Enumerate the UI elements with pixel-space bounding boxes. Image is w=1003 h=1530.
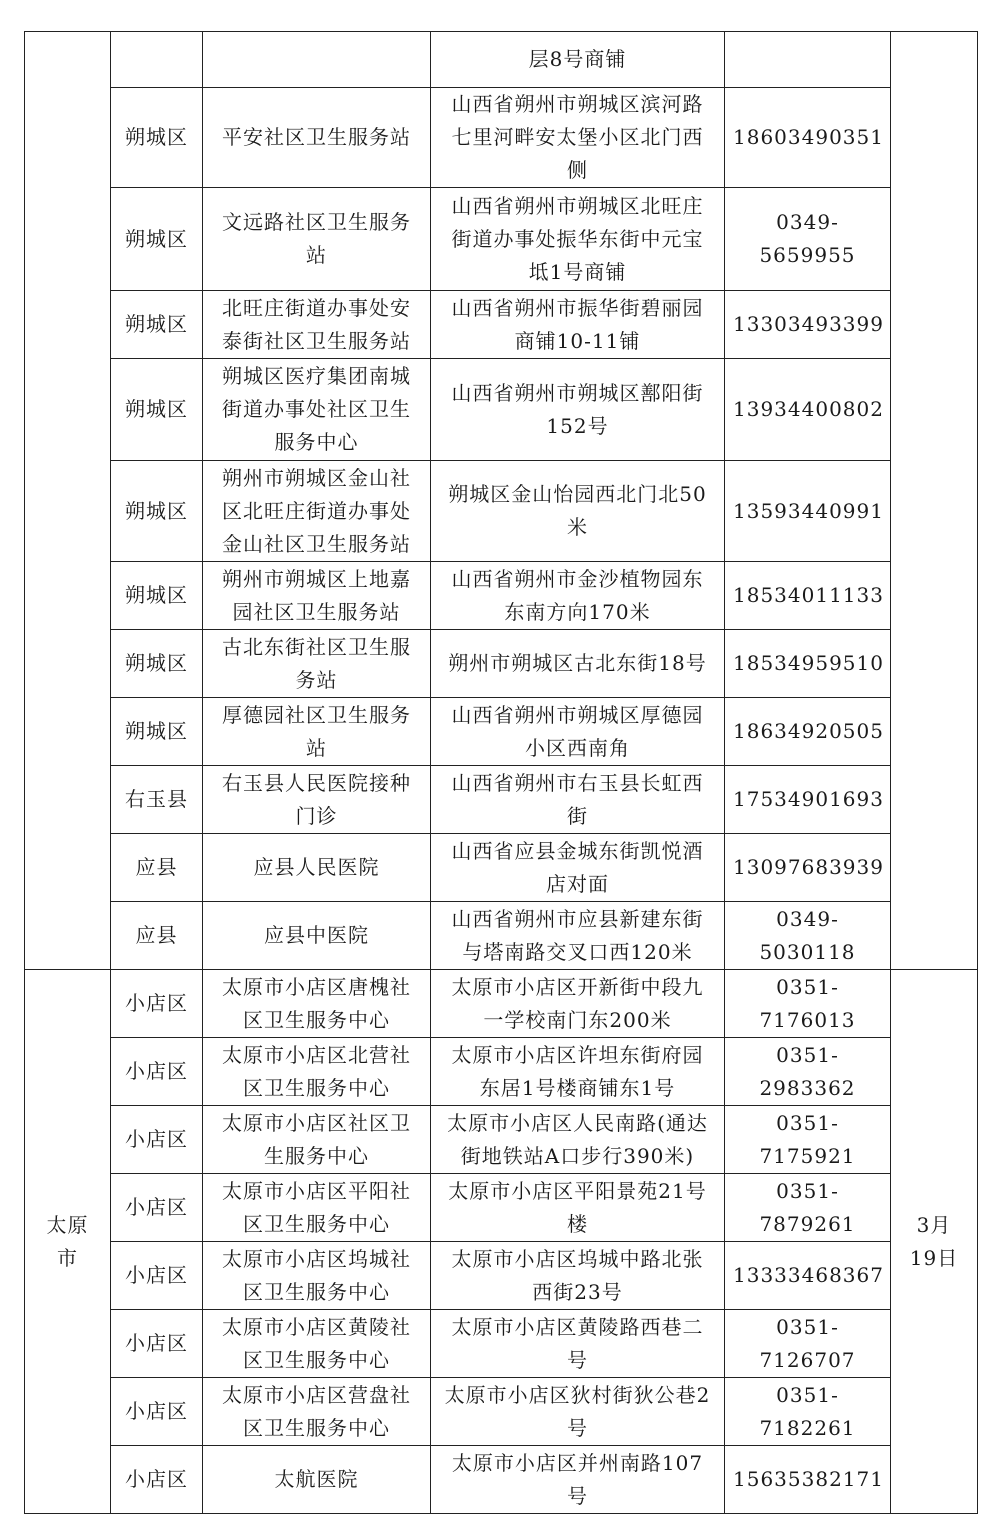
date-cell-taiyuan <box>891 970 978 1514</box>
address-cell <box>431 1106 725 1174</box>
table-row <box>25 1242 978 1310</box>
text-line: 东居1号楼商铺东1号 <box>479 1075 676 1100</box>
text-line: 山西省朔州市应县新建东街 <box>451 906 704 931</box>
text-line: 太原市小店区人民南路(通达 <box>447 1110 708 1135</box>
table-row <box>25 461 978 562</box>
address-cell <box>431 1038 725 1106</box>
text-line: 小区西南角 <box>525 735 630 760</box>
text-line: 园社区卫生服务站 <box>232 599 401 624</box>
table-row <box>25 1310 978 1378</box>
text-line: 太原市小店区许坦东街府园 <box>451 1042 704 1067</box>
phone-cell: 0351-7175921 <box>725 1106 891 1174</box>
text-line: 区卫生服务中心 <box>243 1007 390 1032</box>
site-name-cell <box>203 1378 431 1446</box>
address-cell <box>431 766 725 834</box>
district-cell: 朔城区 <box>111 461 203 562</box>
text-line: 街地铁站A口步行390米) <box>460 1143 695 1168</box>
phone-cell <box>725 32 891 88</box>
phone-cell: 13333468367 <box>725 1242 891 1310</box>
text-line: 商铺10-11铺 <box>514 328 641 353</box>
text-line: 七里河畔安太堡小区北门西 <box>451 125 704 149</box>
address-cell <box>431 1446 725 1514</box>
text-line: 与塔南路交叉口西120米 <box>462 939 693 964</box>
phone-cell: 15635382171 <box>725 1446 891 1514</box>
text-line: 古北东街社区卫生服 <box>222 634 411 659</box>
site-name-cell <box>203 902 431 970</box>
text-line: 区北旺庄街道办事处 <box>222 498 411 523</box>
text-line: 一学校南门东200米 <box>483 1007 672 1032</box>
table-row <box>25 1174 978 1242</box>
text-line: 米 <box>567 515 588 539</box>
district-cell: 朔城区 <box>111 698 203 766</box>
phone-cell: 13934400802 <box>725 359 891 461</box>
text-line: 坻1号商铺 <box>528 259 627 284</box>
text-line: 太原 <box>46 1212 89 1237</box>
text-line: 太航医院 <box>274 1467 359 1491</box>
address-cell <box>431 970 725 1038</box>
city-cell-taiyuan <box>25 970 111 1514</box>
table-row <box>25 766 978 834</box>
text-line: 厚德园社区卫生服务 <box>222 702 411 727</box>
district-cell: 朔城区 <box>111 630 203 698</box>
site-name-cell <box>203 970 431 1038</box>
district-cell: 小店区 <box>111 1174 203 1242</box>
site-name-cell <box>203 1242 431 1310</box>
text-line: 楼 <box>567 1211 588 1236</box>
text-line: 太原市小店区坞城中路北张 <box>451 1246 704 1271</box>
text-line: 朔州市朔城区上地嘉 <box>222 566 411 591</box>
text-line: 层8号商铺 <box>528 47 627 71</box>
district-cell: 朔城区 <box>111 291 203 359</box>
table-row <box>25 698 978 766</box>
text-line: 太原市小店区开新街中段九 <box>451 974 704 999</box>
phone-cell: 18634920505 <box>725 698 891 766</box>
phone-cell: 0351-7182261 <box>725 1378 891 1446</box>
text-line: 朔城区金山怡园西北门北50 <box>448 482 707 506</box>
table-row <box>25 1038 978 1106</box>
city-cell-shuozhou <box>25 32 111 970</box>
text-line: 金山社区卫生服务站 <box>222 531 411 556</box>
district-cell: 朔城区 <box>111 562 203 630</box>
table-body <box>25 32 978 1514</box>
phone-cell: 0351-2983362 <box>725 1038 891 1106</box>
table-row <box>25 1106 978 1174</box>
address-cell <box>431 1242 725 1310</box>
district-cell: 朔城区 <box>111 88 203 188</box>
site-name-cell <box>203 32 431 88</box>
text-line: 太原市小店区平阳社 <box>222 1178 411 1203</box>
site-name-cell <box>203 291 431 359</box>
phone-cell: 18534011133 <box>725 562 891 630</box>
address-cell <box>431 1174 725 1242</box>
text-line: 区卫生服务中心 <box>243 1415 390 1440</box>
address-cell <box>431 902 725 970</box>
text-line: 山西省朔州市朔城区滨河路 <box>451 92 704 116</box>
site-name-cell <box>203 188 431 291</box>
site-name-cell <box>203 630 431 698</box>
district-cell: 朔城区 <box>111 359 203 461</box>
text-line: 街道办事处社区卫生 <box>222 397 411 421</box>
district-cell: 小店区 <box>111 1446 203 1514</box>
address-cell <box>431 630 725 698</box>
text-line: 山西省朔州市朔城区厚德园 <box>451 702 704 727</box>
table-row <box>25 88 978 188</box>
text-line: 区卫生服务中心 <box>243 1347 390 1372</box>
text-line: 太原市小店区坞城社 <box>222 1246 411 1271</box>
text-line: 北旺庄街道办事处安 <box>222 295 411 320</box>
address-cell <box>431 188 725 291</box>
text-line: 应县人民医院 <box>253 855 380 879</box>
table-row <box>25 359 978 461</box>
site-name-cell <box>203 1310 431 1378</box>
text-line: 侧 <box>567 158 588 182</box>
table-row <box>25 1446 978 1514</box>
table-row <box>25 291 978 359</box>
phone-cell: 13593440991 <box>725 461 891 562</box>
phone-cell: 0351-7176013 <box>725 970 891 1038</box>
text-line: 服务中心 <box>274 430 359 454</box>
table-row <box>25 834 978 902</box>
text-line: 区卫生服务中心 <box>243 1211 390 1236</box>
text-line: 站 <box>306 735 327 760</box>
district-cell <box>111 32 203 88</box>
text-line: 市 <box>57 1245 78 1270</box>
address-cell <box>431 698 725 766</box>
text-line: 19日 <box>909 1245 959 1270</box>
text-line: 街 <box>567 803 588 828</box>
site-name-cell <box>203 834 431 902</box>
text-line: 朔州市朔城区金山社 <box>222 465 411 490</box>
table-row <box>25 970 978 1038</box>
table-row <box>25 32 978 88</box>
district-cell: 小店区 <box>111 1378 203 1446</box>
address-cell <box>431 1378 725 1446</box>
text-line: 太原市小店区社区卫 <box>222 1110 411 1135</box>
phone-cell: 13097683939 <box>725 834 891 902</box>
text-line: 太原市小店区狄村街狄公巷2 <box>444 1382 711 1407</box>
text-line: 太原市小店区北营社 <box>222 1042 411 1067</box>
phone-cell: 18534959510 <box>725 630 891 698</box>
site-name-cell <box>203 562 431 630</box>
text-line: 站 <box>306 243 327 267</box>
address-cell <box>431 1310 725 1378</box>
district-cell: 小店区 <box>111 1242 203 1310</box>
address-cell <box>431 834 725 902</box>
site-name-cell <box>203 698 431 766</box>
phone-cell: 0351-7879261 <box>725 1174 891 1242</box>
date-cell-shuozhou <box>891 32 978 970</box>
site-name-cell <box>203 1446 431 1514</box>
text-line: 务站 <box>295 667 338 692</box>
table-row <box>25 188 978 291</box>
text-line: 朔城区医疗集团南城 <box>222 364 411 388</box>
text-line: 平安社区卫生服务站 <box>222 125 411 149</box>
text-line: 山西省朔州市右玉县长虹西 <box>451 770 704 795</box>
text-line: 朔州市朔城区古北东街18号 <box>448 651 707 675</box>
text-line: 街道办事处振华东街中元宝 <box>451 226 704 251</box>
phone-cell: 13303493399 <box>725 291 891 359</box>
text-line: 泰街社区卫生服务站 <box>222 328 411 353</box>
district-cell: 小店区 <box>111 1106 203 1174</box>
site-name-cell <box>203 1174 431 1242</box>
phone-cell: 17534901693 <box>725 766 891 834</box>
table-row <box>25 902 978 970</box>
district-cell: 朔城区 <box>111 188 203 291</box>
text-line: 号 <box>567 1483 588 1508</box>
text-line: 区卫生服务中心 <box>243 1075 390 1100</box>
text-line: 3月 <box>916 1212 952 1237</box>
table-row <box>25 1378 978 1446</box>
text-line: 山西省朔州市金沙植物园东 <box>451 566 704 591</box>
district-cell: 右玉县 <box>111 766 203 834</box>
site-name-cell <box>203 1106 431 1174</box>
site-name-cell <box>203 766 431 834</box>
site-name-cell <box>203 461 431 562</box>
text-line: 山西省应县金城东街凯悦酒 <box>451 838 704 863</box>
text-line: 右玉县人民医院接种 <box>222 770 411 795</box>
text-line: 太原市小店区黄陵社 <box>222 1314 411 1339</box>
table-row <box>25 630 978 698</box>
text-line: 文远路社区卫生服务 <box>222 210 411 234</box>
text-line: 号 <box>567 1347 588 1372</box>
address-cell <box>431 461 725 562</box>
address-cell <box>431 562 725 630</box>
district-cell: 应县 <box>111 834 203 902</box>
phone-cell: 0349-5659955 <box>725 188 891 291</box>
site-name-cell <box>203 88 431 188</box>
site-name-cell <box>203 1038 431 1106</box>
address-cell <box>431 88 725 188</box>
text-line: 东南方向170米 <box>504 599 651 624</box>
district-cell: 应县 <box>111 902 203 970</box>
text-line: 号 <box>567 1415 588 1440</box>
district-cell: 小店区 <box>111 1038 203 1106</box>
text-line: 山西省朔州市振华街碧丽园 <box>451 295 704 320</box>
address-cell <box>431 291 725 359</box>
district-cell: 小店区 <box>111 1310 203 1378</box>
address-cell <box>431 359 725 461</box>
text-line: 152号 <box>546 413 609 438</box>
phone-cell: 0349-5030118 <box>725 902 891 970</box>
text-line: 太原市小店区营盘社 <box>222 1382 411 1407</box>
site-name-cell <box>203 359 431 461</box>
address-cell <box>431 32 725 88</box>
text-line: 山西省朔州市朔城区鄯阳街 <box>451 380 704 405</box>
text-line: 太原市小店区唐槐社 <box>222 974 411 999</box>
text-line: 太原市小店区并州南路107 <box>451 1450 704 1475</box>
text-line: 西街23号 <box>532 1279 623 1304</box>
vaccination-site-table <box>24 31 978 1514</box>
text-line: 门诊 <box>295 803 338 828</box>
text-line: 店对面 <box>546 871 609 896</box>
text-line: 太原市小店区黄陵路西巷二 <box>451 1314 704 1339</box>
text-line: 太原市小店区平阳景苑21号 <box>448 1178 707 1203</box>
text-line: 区卫生服务中心 <box>243 1279 390 1304</box>
phone-cell: 0351-7126707 <box>725 1310 891 1378</box>
district-cell: 小店区 <box>111 970 203 1038</box>
text-line: 应县中医院 <box>264 923 369 947</box>
table-row <box>25 562 978 630</box>
text-line: 生服务中心 <box>264 1143 369 1168</box>
text-line: 山西省朔州市朔城区北旺庄 <box>451 193 704 218</box>
phone-cell: 18603490351 <box>725 88 891 188</box>
